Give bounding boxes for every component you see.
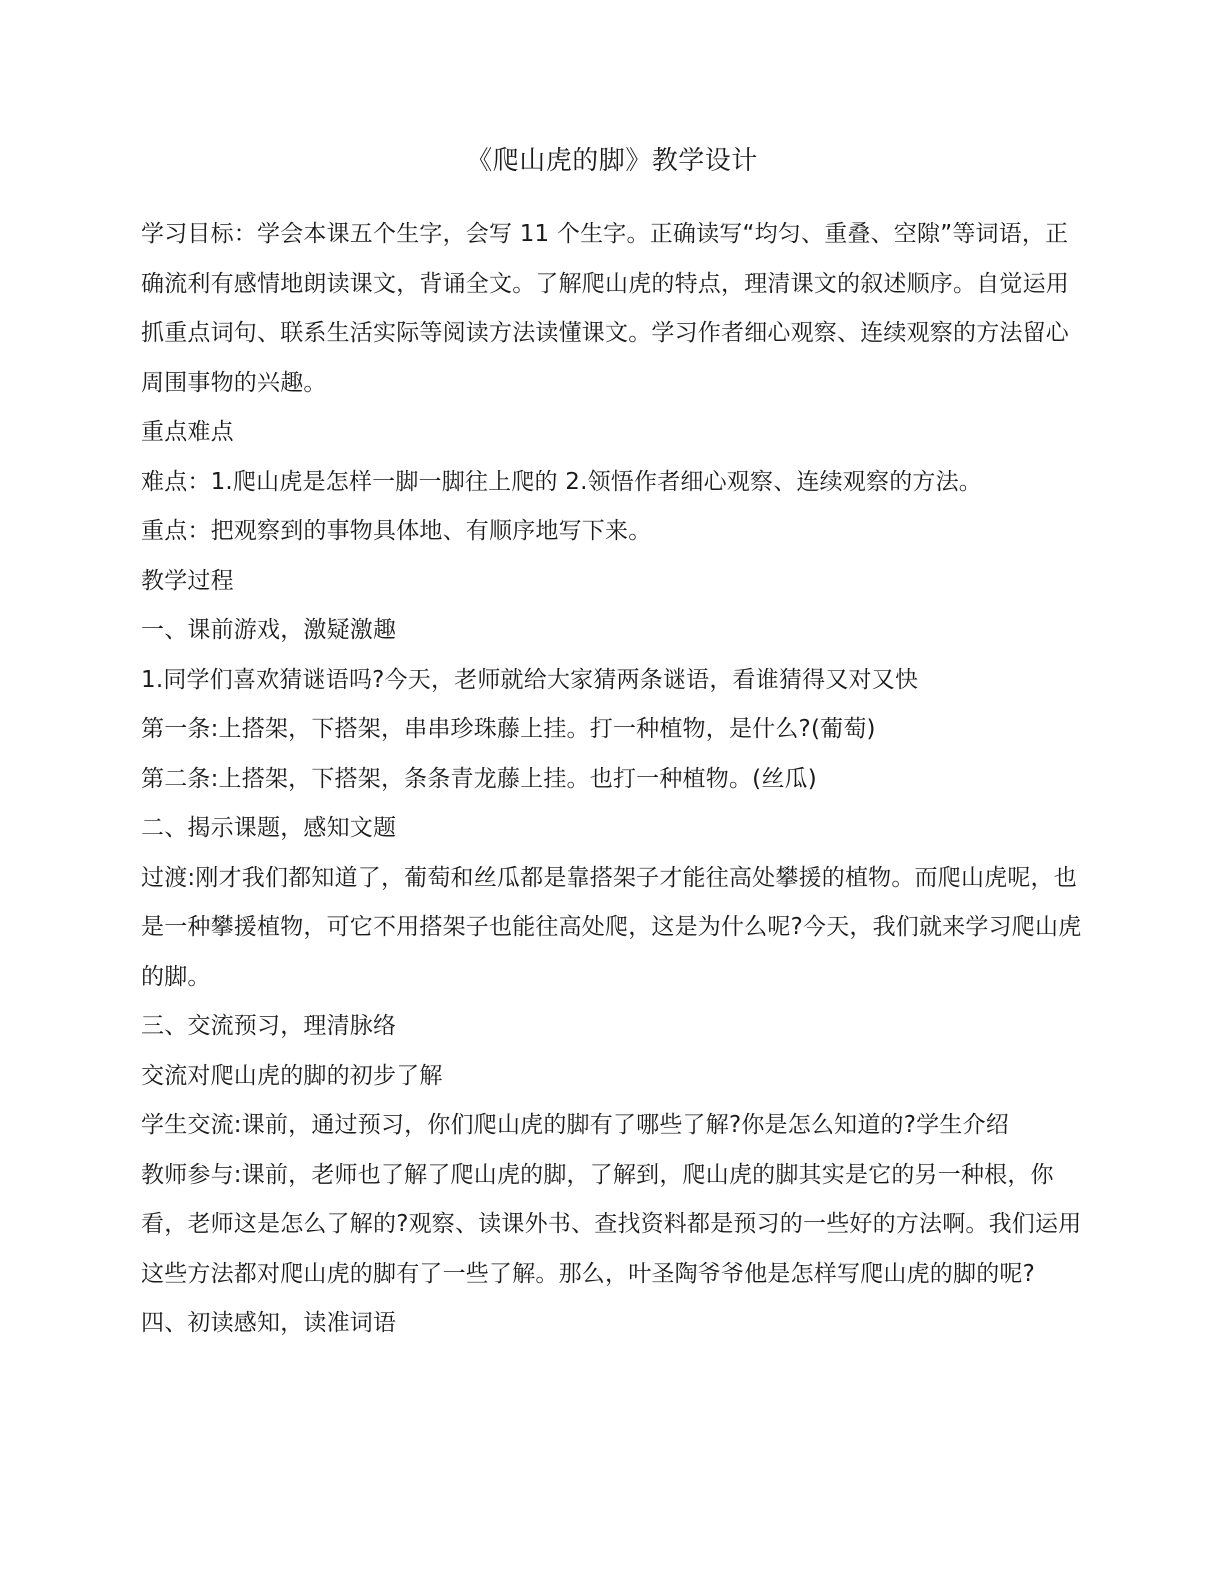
step-heading-1: 一、课前游戏，激疑激趣 (141, 617, 397, 643)
riddle-intro-paragraph: 1.同学们喜欢猜谜语吗?今天，老师就给大家猜两条谜语，看谁猜得又对又快 (141, 666, 919, 693)
step-heading-4: 四、初读感知，读准词语 (141, 1310, 397, 1336)
step-heading-3: 三、交流预习，理清脉络 (141, 1013, 397, 1039)
transition-paragraph: 过渡:刚才我们都知道了，葡萄和丝瓜都是靠搭架子才能往高处攀援的植物。而爬山虎呢，也是一种攀援植物，可它不用搭架子也能往高处爬，这是为什么呢?今天，我们就来学习爬山虎的脚。 (141, 864, 1082, 990)
document-body (141, 210, 1086, 1349)
document-title: 《爬山虎的脚》教学设计 (466, 146, 758, 176)
riddle-one-paragraph: 第一条:上搭架，下搭架，串串珍珠藤上挂。打一种植物，是什么?(葡萄) (141, 716, 876, 742)
section-heading-key-difficulties: 重点难点 (141, 419, 234, 445)
difficulty-paragraph: 难点：1.爬山虎是怎样一脚一脚往上爬的 2.领悟作者细心观察、连续观察的方法。 (141, 468, 982, 495)
exchange-heading-paragraph: 交流对爬山虎的脚的初步了解 (141, 1062, 443, 1089)
riddle-two-paragraph: 第二条:上搭架，下搭架，条条青龙藤上挂。也打一种植物。(丝瓜) (141, 765, 817, 792)
learning-objectives-paragraph: 学习目标：学会本课五个生字，会写 11 个生字。正确读写“均匀、重叠、空隙”等词语，正确流利有感情地朗读课文，背诵全文。了解爬山虎的特点，理清课文的叙述顺序。自觉运用抓重点词句、联系生活实际等阅读方法读懂课文。学习作者细心观察、连续观察的方法留心周围事物的兴趣。 (141, 221, 1069, 396)
step-heading-2: 二、揭示课题，感知文题 (141, 815, 397, 841)
teacher-participation-paragraph: 教师参与:课前，老师也了解了爬山虎的脚，了解到，爬山虎的脚其实是它的另一种根，你看，老师这是怎么了解的?观察、读课外书、查找资料都是预习的一些好的方法啊。我们运用这些方法都对爬山虎的脚有了一些了解。那么，叶圣陶爷爷他是怎样写爬山虎的脚的呢? (141, 1161, 1082, 1287)
key-point-paragraph: 重点：把观察到的事物具体地、有顺序地写下来。 (141, 518, 652, 544)
student-exchange-paragraph: 学生交流:课前，通过预习，你们爬山虎的脚有了哪些了解?你是怎么知道的?学生介绍 (141, 1112, 1009, 1138)
section-heading-teaching-process: 教学过程 (141, 567, 234, 594)
